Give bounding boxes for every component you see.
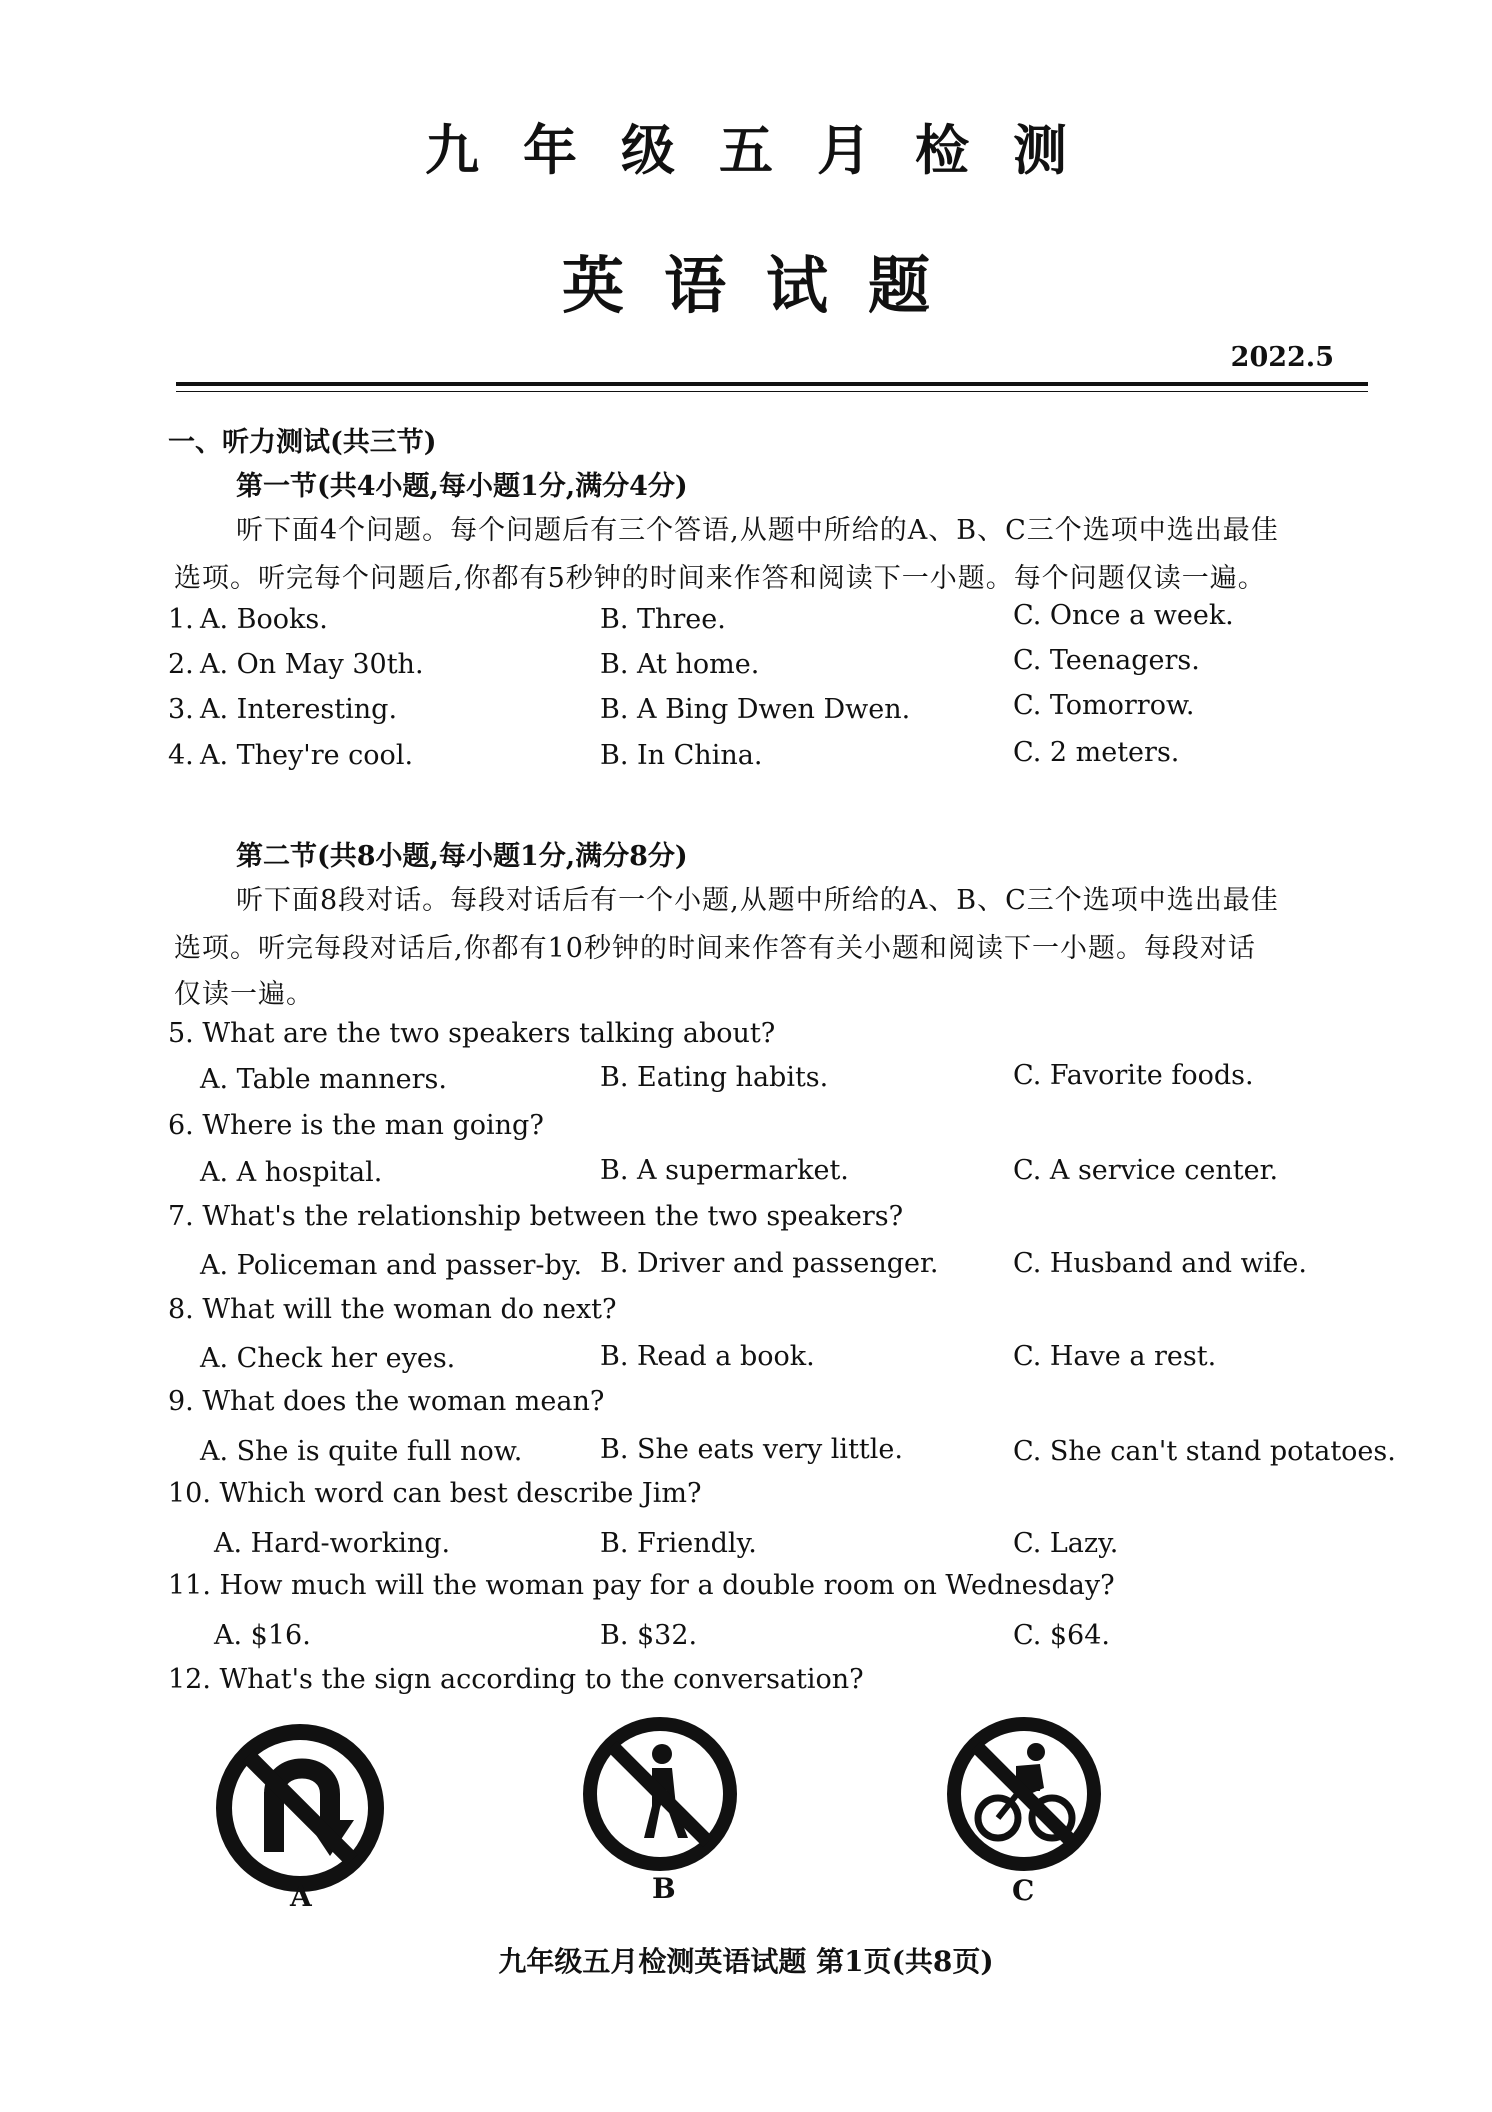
option-a: A. Books. — [200, 604, 328, 635]
option-b: B. Eating habits. — [600, 1062, 829, 1093]
part-heading: 一、听力测试(共三节) — [168, 427, 437, 458]
option-c: C. Teenagers. — [1013, 645, 1200, 676]
option-c: C. Husband and wife. — [1013, 1248, 1307, 1279]
section1-heading: 第一节(共4小题,每小题1分,满分4分) — [236, 471, 688, 502]
option-b: B. Driver and passenger. — [600, 1248, 939, 1279]
option-c: C. Once a week. — [1013, 600, 1234, 631]
sign-label-c: C — [1012, 1874, 1035, 1907]
page-footer: 九年级五月检测英语试题 第1页(共8页) — [498, 1945, 994, 1978]
option-c: C. $64. — [1013, 1620, 1110, 1651]
option-a: A. On May 30th. — [200, 649, 424, 680]
exam-date: 2022.5 — [1230, 342, 1334, 373]
question-stem: 11. How much will the woman pay for a double room on Wednesday? — [168, 1570, 1115, 1601]
option-a: A. She is quite full now. — [200, 1436, 523, 1467]
option-a: A. $16. — [214, 1620, 311, 1651]
question-number: 3. — [168, 694, 194, 725]
question-stem: 12. What's the sign according to the conversation? — [168, 1664, 864, 1695]
sign-options — [0, 1720, 1492, 1920]
section2-heading: 第二节(共8小题,每小题1分,满分8分) — [236, 841, 688, 872]
section2-instruction-line3: 仅读一遍。 — [174, 979, 314, 1010]
question-stem: 5. What are the two speakers talking about? — [168, 1018, 776, 1049]
option-c: C. Have a rest. — [1013, 1341, 1217, 1372]
question-stem: 9. What does the woman mean? — [168, 1386, 605, 1417]
option-a: A. Interesting. — [200, 694, 398, 725]
question-stem: 6. Where is the man going? — [168, 1110, 544, 1141]
question-stem: 8. What will the woman do next? — [168, 1294, 617, 1325]
option-c: C. A service center. — [1013, 1155, 1279, 1186]
sign-label-b: B — [652, 1872, 676, 1905]
section2-instruction-line1: 听下面8段对话。每段对话后有一个小题,从题中所给的A、B、C三个选项中选出最佳 — [236, 885, 1279, 916]
header-rule-thin — [176, 391, 1368, 392]
option-c: C. Favorite foods. — [1013, 1060, 1254, 1091]
option-b: B. A Bing Dwen Dwen. — [600, 694, 911, 725]
option-b: B. In China. — [600, 740, 763, 771]
no-pedestrians-sign-icon — [580, 1714, 740, 1878]
section1-instruction-line1: 听下面4个问题。每个问题后有三个答语,从题中所给的A、B、C三个选项中选出最佳 — [236, 515, 1279, 546]
option-c: C. Lazy. — [1013, 1528, 1119, 1559]
question-stem: 7. What's the relationship between the two speakers? — [168, 1201, 904, 1232]
exam-title: 九年级五月检测 — [425, 118, 1111, 182]
sign-label-a: A — [290, 1880, 312, 1913]
option-c: C. 2 meters. — [1013, 737, 1180, 768]
option-a: A. A hospital. — [200, 1157, 383, 1188]
option-a: A. Table manners. — [200, 1064, 447, 1095]
option-b: B. Three. — [600, 604, 726, 635]
exam-subject-title: 英语试题 — [561, 249, 970, 322]
option-b: B. $32. — [600, 1620, 698, 1651]
option-a: A. Check her eyes. — [200, 1343, 456, 1374]
option-a: A. Hard-working. — [214, 1528, 451, 1559]
option-a: A. They're cool. — [200, 740, 414, 771]
question-stem: 10. Which word can best describe Jim? — [168, 1478, 702, 1509]
section2-instruction-line2: 选项。听完每段对话后,你都有10秒钟的时间来作答有关小题和阅读下一小题。每段对话 — [174, 933, 1256, 964]
no-u-turn-sign-icon — [212, 1720, 388, 1900]
option-c: C. Tomorrow. — [1013, 690, 1195, 721]
question-number: 1. — [168, 604, 194, 635]
option-c: C. She can't stand potatoes. — [1013, 1436, 1396, 1467]
section1-instruction-line2: 选项。听完每个问题后,你都有5秒钟的时间来作答和阅读下一小题。每个问题仅读一遍。 — [174, 563, 1266, 594]
option-b: B. At home. — [600, 649, 760, 680]
question-number: 2. — [168, 649, 194, 680]
question-number: 4. — [168, 740, 194, 771]
option-b: B. Friendly. — [600, 1528, 757, 1559]
no-bicycles-sign-icon — [944, 1714, 1104, 1878]
option-b: B. Read a book. — [600, 1341, 815, 1372]
option-b: B. A supermarket. — [600, 1155, 849, 1186]
option-b: B. She eats very little. — [600, 1434, 903, 1465]
option-a: A. Policeman and passer-by. — [200, 1250, 583, 1281]
header-rule-thick — [176, 382, 1368, 386]
